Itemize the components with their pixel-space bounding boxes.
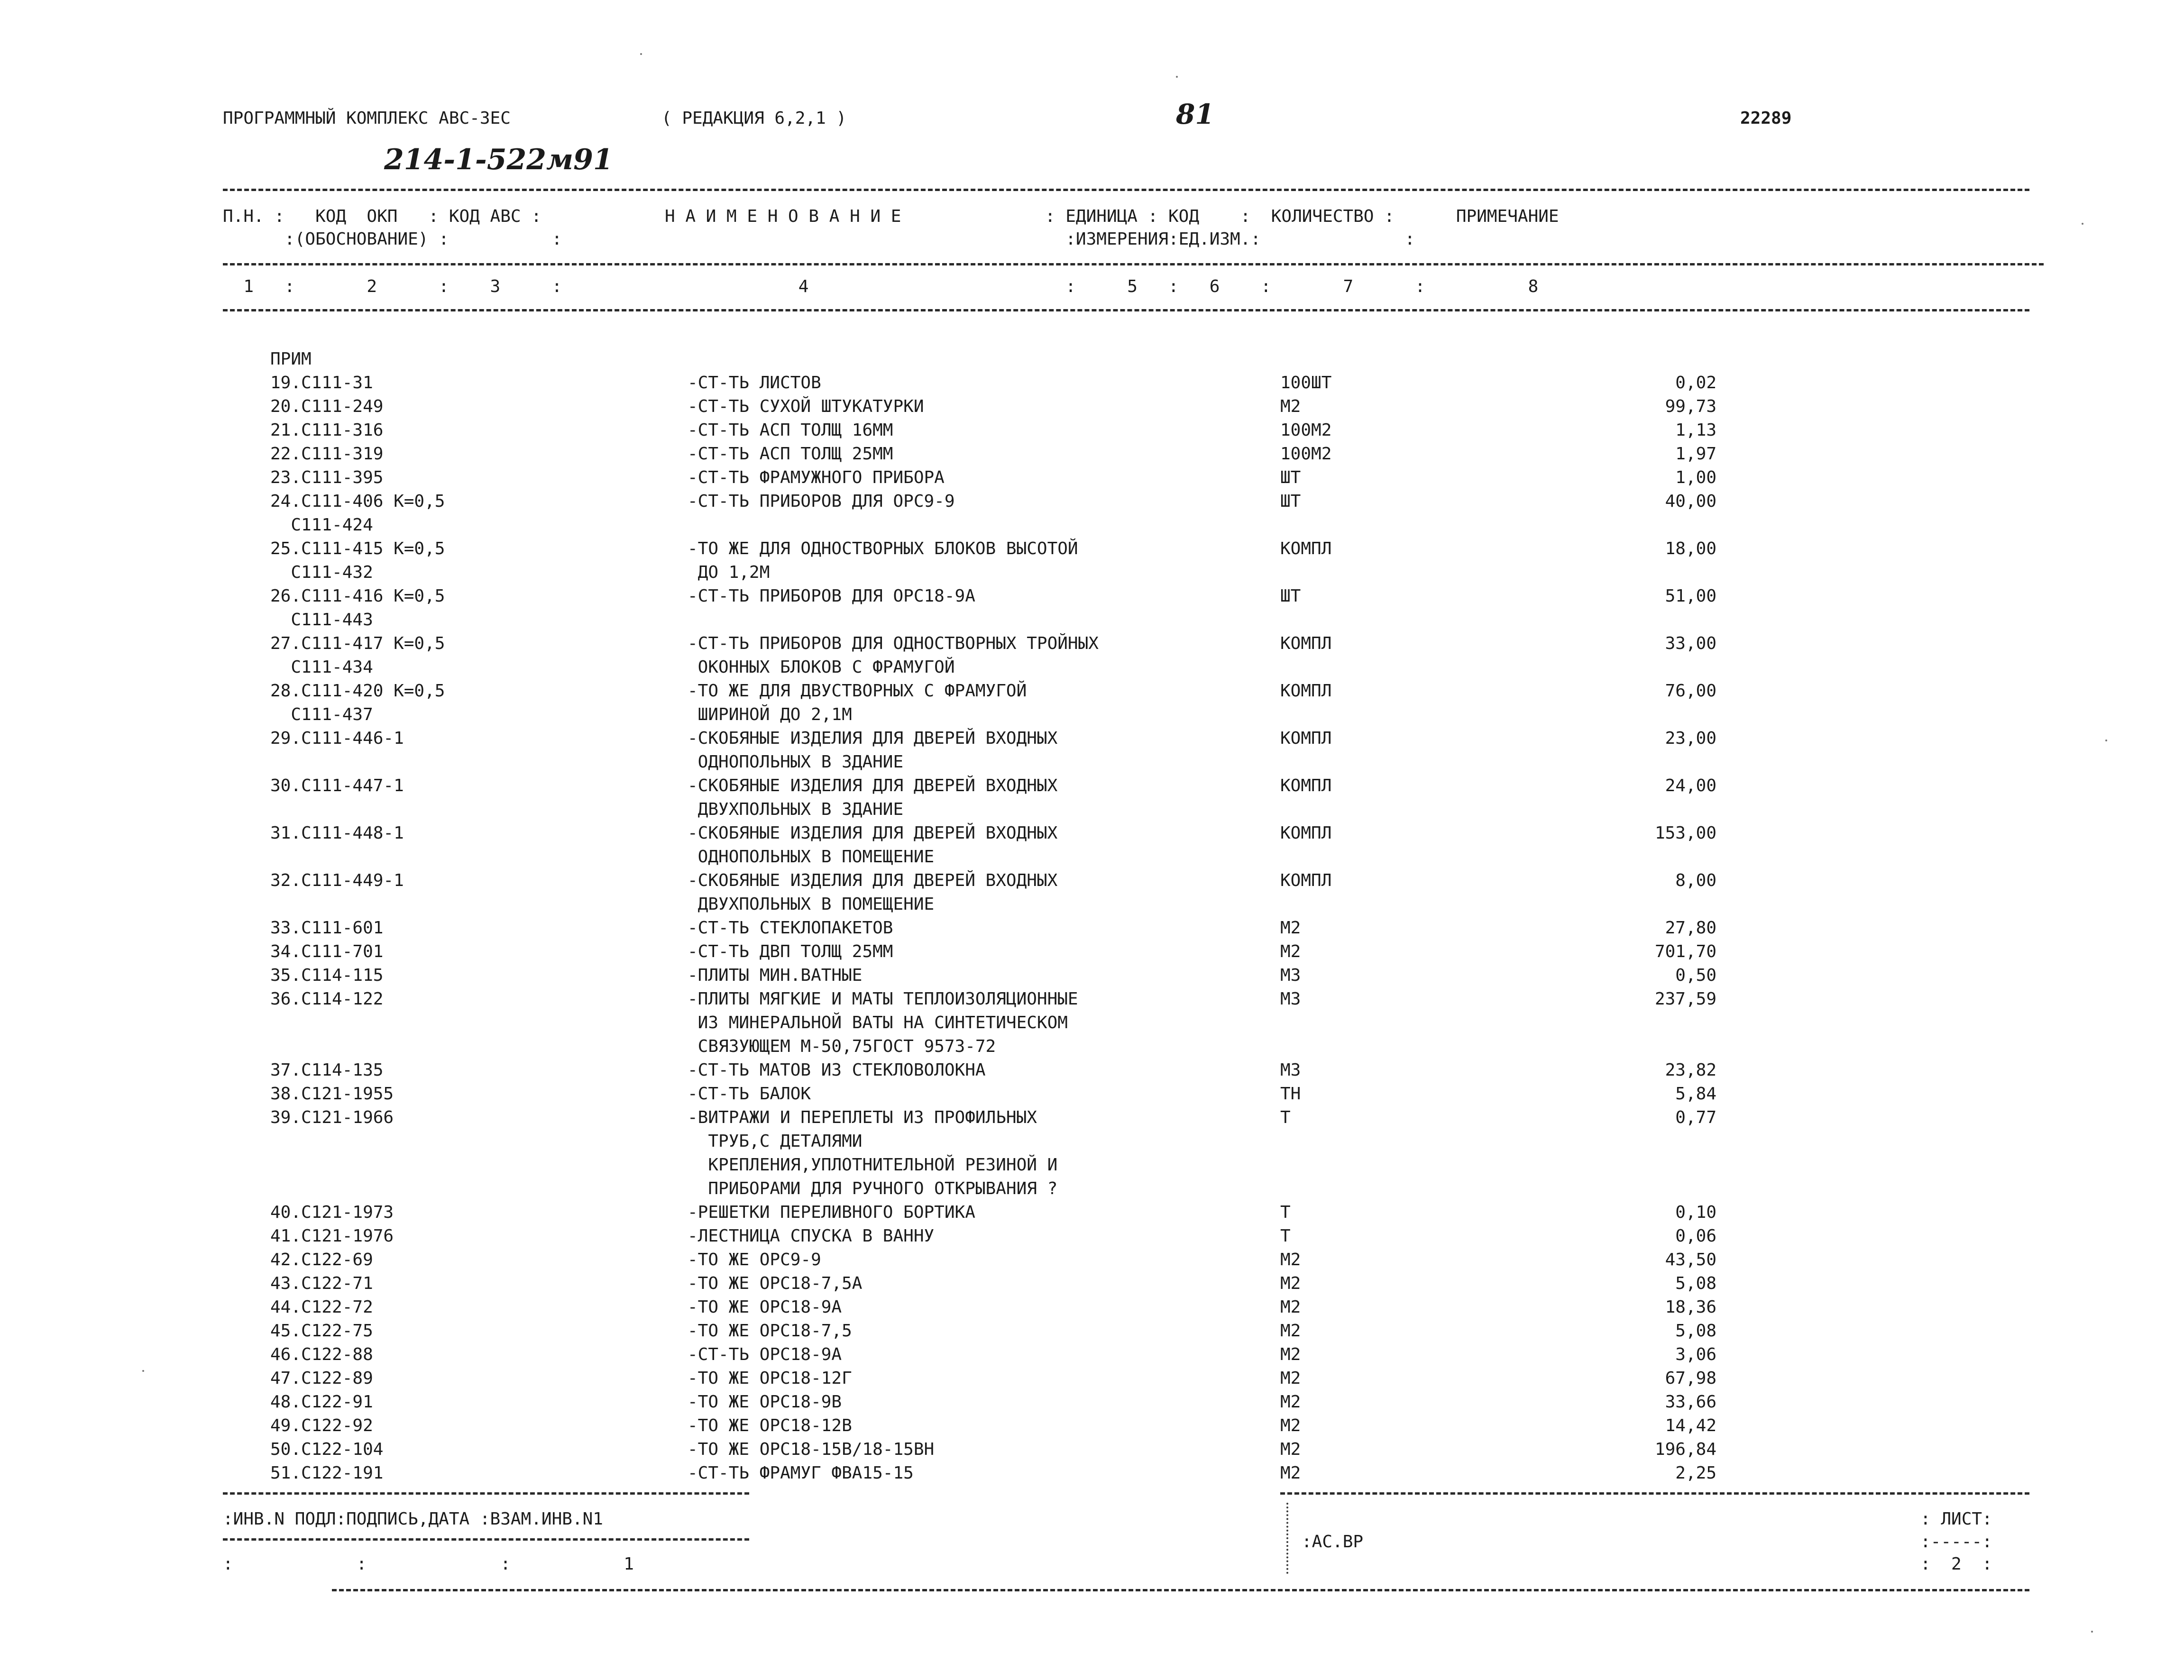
row-quantity: 18,36 <box>1665 1297 1716 1317</box>
row-code: 29.С111-446-1 <box>270 729 404 748</box>
row-code: 40.С121-1973 <box>270 1203 394 1222</box>
row-quantity: 0,77 <box>1675 1108 1716 1127</box>
row-quantity: 51,00 <box>1665 586 1716 606</box>
row-quantity: 237,59 <box>1654 989 1716 1009</box>
row-name: ШИРИНОЙ ДО 2,1М <box>688 705 852 724</box>
row-unit: Т <box>1280 1203 1291 1222</box>
row-quantity: 67,98 <box>1665 1369 1716 1388</box>
row-code: 42.С122-69 <box>270 1250 373 1269</box>
row-unit: КОМПЛ <box>1280 776 1332 795</box>
table-row <box>0 371 2184 395</box>
row-name: -ПЛИТЫ МЯГКИЕ И МАТЫ ТЕПЛОИЗОЛЯЦИОННЫЕ <box>688 989 1078 1009</box>
row-code: 31.С111-448-1 <box>270 823 404 843</box>
row-name: -СТ-ТЬ ОРС18-9А <box>688 1345 842 1364</box>
row-name: -ТО ЖЕ ОРС18-7,5 <box>688 1321 852 1341</box>
row-unit: ШТ <box>1280 586 1301 606</box>
row-name: -ТО ЖЕ ОРС18-12В <box>688 1416 852 1435</box>
column-header-line2: :(ОБОСНОВАНИЕ) : : :ИЗМЕРЕНИЯ:ЕД.ИЗМ.: : <box>223 229 1415 249</box>
row-quantity: 0,02 <box>1675 373 1716 393</box>
row-unit: М2 <box>1280 1369 1301 1388</box>
row-name: -ТО ЖЕ ДЛЯ ДВУСТВОРНЫХ С ФРАМУГОЙ <box>688 681 1027 701</box>
row-unit: М2 <box>1280 1345 1301 1364</box>
row-name: -СТ-ТЬ СУХОЙ ШТУКАТУРКИ <box>688 397 924 416</box>
table-row <box>0 916 2184 940</box>
row-quantity: 153,00 <box>1654 823 1716 843</box>
table-row <box>0 490 2184 513</box>
program-title: ПРОГРАММНЫЙ КОМПЛЕКС АВС-3ЕС <box>223 109 511 128</box>
row-unit: М2 <box>1280 1274 1301 1293</box>
row-quantity: 2,25 <box>1675 1463 1716 1483</box>
row-name: -ТО ЖЕ ОРС18-12Г <box>688 1369 852 1388</box>
table-row <box>0 727 2184 750</box>
row-code: 51.С122-191 <box>270 1463 384 1483</box>
table-row <box>0 703 2184 727</box>
row-code: 23.С111-395 <box>270 468 384 487</box>
table-row <box>0 656 2184 679</box>
table-row <box>0 1367 2184 1390</box>
row-name: -ТО ЖЕ ОРС18-9А <box>688 1297 842 1317</box>
table-row <box>0 419 2184 442</box>
table-row <box>0 1438 2184 1461</box>
row-code: 26.С111-416 К=0,5 <box>270 586 445 606</box>
row-quantity: 701,70 <box>1654 942 1716 961</box>
row-name: ОКОННЫХ БЛОКОВ С ФРАМУГОЙ <box>688 657 955 677</box>
row-name: -ПЛИТЫ МИН.ВАТНЫЕ <box>688 966 863 985</box>
row-unit: М2 <box>1280 942 1301 961</box>
row-name: -СТ-ТЬ ЛИСТОВ <box>688 373 821 393</box>
items-table <box>0 347 2184 1485</box>
row-quantity: 5,08 <box>1675 1274 1716 1293</box>
row-code: 45.С122-75 <box>270 1321 373 1341</box>
row-unit: М2 <box>1280 1463 1301 1483</box>
row-code: 21.С111-316 <box>270 420 384 440</box>
column-header-line1: П.Н. : КОД ОКП : КОД АВС : Н А И М Е Н О В А Н И Е : ЕДИНИЦА : КОД : КОЛИЧЕСТВО : ПРИМЕЧАНИЕ <box>223 207 1559 226</box>
table-row <box>0 1201 2184 1224</box>
stamp-rule-top <box>223 1492 749 1495</box>
row-name: -СТ-ТЬ АСП ТОЛЩ 16ММ <box>688 420 893 440</box>
row-name: -СКОБЯНЫЕ ИЗДЕЛИЯ ДЛЯ ДВЕРЕЙ ВХОДНЫХ <box>688 823 1058 843</box>
row-code: 28.С111-420 К=0,5 <box>270 681 445 701</box>
row-name: -ТО ЖЕ ОРС18-7,5А <box>688 1274 863 1293</box>
row-unit: КОМПЛ <box>1280 729 1332 748</box>
row-name: -ТО ЖЕ ОРС9-9 <box>688 1250 821 1269</box>
row-code: 34.С111-701 <box>270 942 384 961</box>
table-row <box>0 584 2184 608</box>
table-row <box>0 608 2184 632</box>
table-row <box>0 442 2184 466</box>
row-name: -ЛЕСТНИЦА СПУСКА В ВАННУ <box>688 1226 935 1246</box>
row-quantity: 99,73 <box>1665 397 1716 416</box>
row-code: 50.С122-104 <box>270 1440 384 1459</box>
row-unit: М2 <box>1280 397 1301 416</box>
table-row <box>0 537 2184 561</box>
table-row <box>0 1296 2184 1319</box>
row-unit: 100М2 <box>1280 444 1332 464</box>
row-code: 22.С111-319 <box>270 444 384 464</box>
sheet-label: : ЛИСТ: <box>1920 1509 1992 1529</box>
row-unit: М3 <box>1280 1060 1301 1080</box>
row-name: -СТ-ТЬ АСП ТОЛЩ 25ММ <box>688 444 893 464</box>
scan-speck <box>142 1370 144 1372</box>
stamp-cells: : : : 1 <box>223 1554 634 1574</box>
row-name: -ТО ЖЕ ДЛЯ ОДНОСТВОРНЫХ БЛОКОВ ВЫСОТОЙ <box>688 539 1078 558</box>
table-row <box>0 798 2184 822</box>
row-code: 36.С114-122 <box>270 989 384 1009</box>
table-row <box>0 395 2184 419</box>
row-code: С111-443 <box>270 610 373 630</box>
row-code: 24.С111-406 К=0,5 <box>270 492 445 511</box>
row-name: -СКОБЯНЫЕ ИЗДЕЛИЯ ДЛЯ ДВЕРЕЙ ВХОДНЫХ <box>688 776 1058 795</box>
row-unit: КОМПЛ <box>1280 634 1332 653</box>
table-row <box>0 940 2184 964</box>
row-code: 32.С111-449-1 <box>270 871 404 890</box>
table-row <box>0 1153 2184 1177</box>
sheet-separator: :-----: <box>1920 1532 1992 1552</box>
row-name: -СТ-ТЬ ФРАМУЖНОГО ПРИБОРА <box>688 468 945 487</box>
row-code: 47.С122-89 <box>270 1369 373 1388</box>
row-code: 25.С111-415 К=0,5 <box>270 539 445 558</box>
row-quantity: 3,06 <box>1675 1345 1716 1364</box>
table-row <box>0 1461 2184 1485</box>
row-quantity: 1,00 <box>1675 468 1716 487</box>
row-code: 33.С111-601 <box>270 918 384 938</box>
header-rule-middle <box>223 263 2044 265</box>
row-quantity: 33,00 <box>1665 634 1716 653</box>
table-row <box>0 561 2184 584</box>
row-name: ПРИБОРАМИ ДЛЯ РУЧНОГО ОТКРЫВАНИЯ ? <box>688 1179 1058 1198</box>
page-rule-bottom <box>332 1589 2029 1591</box>
table-row <box>0 845 2184 869</box>
row-name: -СКОБЯНЫЕ ИЗДЕЛИЯ ДЛЯ ДВЕРЕЙ ВХОДНЫХ <box>688 729 1058 748</box>
row-unit: М2 <box>1280 1321 1301 1341</box>
row-unit: М2 <box>1280 1250 1301 1269</box>
scan-speck <box>2105 740 2107 741</box>
row-name: -СТ-ТЬ БАЛОК <box>688 1084 811 1104</box>
sheet-number: : 2 : <box>1920 1554 1992 1574</box>
table-row <box>0 1059 2184 1082</box>
stamp-divider <box>1286 1503 1288 1574</box>
scan-speck <box>640 53 642 55</box>
program-edition: ( РЕДАКЦИЯ 6,2,1 ) <box>661 109 847 128</box>
row-name: -СТ-ТЬ ДВП ТОЛЩ 25ММ <box>688 942 893 961</box>
row-quantity: 0,50 <box>1675 966 1716 985</box>
row-name: -СТ-ТЬ ФРАМУГ ФВА15-15 <box>688 1463 914 1483</box>
column-number-line: 1 : 2 : 3 : 4 : 5 : 6 : 7 : 8 <box>223 277 1539 296</box>
document-code: :АС.ВР <box>1302 1532 1364 1552</box>
handwritten-project-code: 214-1-522м91 <box>384 143 613 176</box>
row-unit: М2 <box>1280 1440 1301 1459</box>
row-name: -СТ-ТЬ МАТОВ ИЗ СТЕКЛОВОЛОКНА <box>688 1060 986 1080</box>
row-name: КРЕПЛЕНИЯ,УПЛОТНИТЕЛЬНОЙ РЕЗИНОЙ И <box>688 1155 1058 1175</box>
stamp-rule-middle <box>223 1538 749 1541</box>
table-row <box>0 1248 2184 1272</box>
row-quantity: 24,00 <box>1665 776 1716 795</box>
row-name: ИЗ МИНЕРАЛЬНОЙ ВАТЫ НА СИНТЕТИЧЕСКОМ <box>688 1013 1068 1032</box>
row-unit: М2 <box>1280 1416 1301 1435</box>
row-quantity: 5,08 <box>1675 1321 1716 1341</box>
table-row <box>0 1035 2184 1059</box>
row-name: ОДНОПОЛЬНЫХ В ПОМЕЩЕНИЕ <box>688 847 935 867</box>
row-quantity: 33,66 <box>1665 1392 1716 1412</box>
table-row <box>0 632 2184 656</box>
row-code: С111-434 <box>270 657 373 677</box>
table-row <box>0 466 2184 490</box>
row-quantity: 196,84 <box>1654 1440 1716 1459</box>
table-row <box>0 822 2184 845</box>
row-quantity: 43,50 <box>1665 1250 1716 1269</box>
row-quantity: 76,00 <box>1665 681 1716 701</box>
scan-speck <box>2082 223 2083 225</box>
row-unit: М2 <box>1280 1297 1301 1317</box>
stamp-rule-top-right <box>1280 1492 2029 1495</box>
row-quantity: 18,00 <box>1665 539 1716 558</box>
row-code: 27.С111-417 К=0,5 <box>270 634 445 653</box>
row-name: -СТ-ТЬ ПРИБОРОВ ДЛЯ ОРС9-9 <box>688 492 955 511</box>
row-code: С111-424 <box>270 515 373 535</box>
table-row <box>0 1390 2184 1414</box>
row-quantity: 1,13 <box>1675 420 1716 440</box>
row-code: 43.С122-71 <box>270 1274 373 1293</box>
stamp-labels: :ИНВ.N ПОДЛ:ПОДПИСЬ,ДАТА :ВЗАМ.ИНВ.N1 <box>223 1509 603 1529</box>
row-name: СВЯЗУЮЩЕМ М-50,75ГОСТ 9573-72 <box>688 1037 996 1056</box>
row-unit: М2 <box>1280 918 1301 938</box>
row-unit: 100ШТ <box>1280 373 1332 393</box>
row-code: 41.С121-1976 <box>270 1226 394 1246</box>
header-rule-bottom <box>223 309 2029 311</box>
row-unit: 100М2 <box>1280 420 1332 440</box>
row-name: -РЕШЕТКИ ПЕРЕЛИВНОГО БОРТИКА <box>688 1203 975 1222</box>
row-name: ОДНОПОЛЬНЫХ В ЗДАНИЕ <box>688 752 904 772</box>
row-code: ПРИМ <box>270 349 312 369</box>
row-code: 49.С122-92 <box>270 1416 373 1435</box>
row-name: ТРУБ,С ДЕТАЛЯМИ <box>688 1132 863 1151</box>
row-code: 35.С114-115 <box>270 966 384 985</box>
row-unit: КОМПЛ <box>1280 871 1332 890</box>
row-unit: КОМПЛ <box>1280 681 1332 701</box>
row-name: -ВИТРАЖИ И ПЕРЕПЛЕТЫ ИЗ ПРОФИЛЬНЫХ <box>688 1108 1037 1127</box>
row-quantity: 27,80 <box>1665 918 1716 938</box>
row-code: 37.С114-135 <box>270 1060 384 1080</box>
row-name: -СТ-ТЬ СТЕКЛОПАКЕТОВ <box>688 918 893 938</box>
row-code: 44.С122-72 <box>270 1297 373 1317</box>
row-unit: М2 <box>1280 1392 1301 1412</box>
table-row <box>0 1319 2184 1343</box>
table-row <box>0 893 2184 916</box>
table-row <box>0 964 2184 987</box>
row-quantity: 1,97 <box>1675 444 1716 464</box>
table-row <box>0 1011 2184 1035</box>
table-row <box>0 679 2184 703</box>
table-row <box>0 513 2184 537</box>
row-quantity: 40,00 <box>1665 492 1716 511</box>
page-mark: 81 <box>1176 98 1214 130</box>
row-quantity: 0,06 <box>1675 1226 1716 1246</box>
table-row <box>0 774 2184 798</box>
scan-speck <box>2091 1631 2093 1633</box>
row-code: 30.С111-447-1 <box>270 776 404 795</box>
row-name: -СТ-ТЬ ПРИБОРОВ ДЛЯ ОРС18-9А <box>688 586 975 606</box>
row-quantity: 23,82 <box>1665 1060 1716 1080</box>
row-quantity: 14,42 <box>1665 1416 1716 1435</box>
row-unit: Т <box>1280 1226 1291 1246</box>
row-unit: КОМПЛ <box>1280 539 1332 558</box>
row-unit: М3 <box>1280 966 1301 985</box>
table-row <box>0 750 2184 774</box>
row-quantity: 0,10 <box>1675 1203 1716 1222</box>
row-name: -ТО ЖЕ ОРС18-15В/18-15ВН <box>688 1440 935 1459</box>
row-code: 38.С121-1955 <box>270 1084 394 1104</box>
row-code: 48.С122-91 <box>270 1392 373 1412</box>
row-name: -ТО ЖЕ ОРС18-9В <box>688 1392 842 1412</box>
row-name: ДО 1,2М <box>688 563 770 582</box>
row-name: -СТ-ТЬ ПРИБОРОВ ДЛЯ ОДНОСТВОРНЫХ ТРОЙНЫХ <box>688 634 1099 653</box>
document-number: 22289 <box>1740 109 1792 128</box>
table-row <box>0 1106 2184 1130</box>
row-unit: ШТ <box>1280 468 1301 487</box>
scan-speck <box>1176 76 1178 78</box>
row-code: 20.С111-249 <box>270 397 384 416</box>
row-name: ДВУХПОЛЬНЫХ В ПОМЕЩЕНИЕ <box>688 895 935 914</box>
row-code: С111-432 <box>270 563 373 582</box>
table-row <box>0 1130 2184 1153</box>
row-unit: ТН <box>1280 1084 1301 1104</box>
table-row <box>0 1272 2184 1296</box>
row-quantity: 8,00 <box>1675 871 1716 890</box>
row-name: -СКОБЯНЫЕ ИЗДЕЛИЯ ДЛЯ ДВЕРЕЙ ВХОДНЫХ <box>688 871 1058 890</box>
row-name: ДВУХПОЛЬНЫХ В ЗДАНИЕ <box>688 800 904 819</box>
row-code: 39.С121-1966 <box>270 1108 394 1127</box>
row-code: 46.С122-88 <box>270 1345 373 1364</box>
table-row <box>0 1414 2184 1438</box>
table-row <box>0 987 2184 1011</box>
row-code: 19.С111-31 <box>270 373 373 393</box>
row-unit: КОМПЛ <box>1280 823 1332 843</box>
row-quantity: 5,84 <box>1675 1084 1716 1104</box>
table-row <box>0 1224 2184 1248</box>
row-quantity: 23,00 <box>1665 729 1716 748</box>
table-row <box>0 1177 2184 1201</box>
row-unit: Т <box>1280 1108 1291 1127</box>
header-rule-top <box>223 189 2029 191</box>
row-unit: М3 <box>1280 989 1301 1009</box>
table-row <box>0 1343 2184 1367</box>
row-unit: ШТ <box>1280 492 1301 511</box>
table-row <box>0 347 2184 371</box>
table-row <box>0 869 2184 893</box>
table-row <box>0 1082 2184 1106</box>
row-code: С111-437 <box>270 705 373 724</box>
